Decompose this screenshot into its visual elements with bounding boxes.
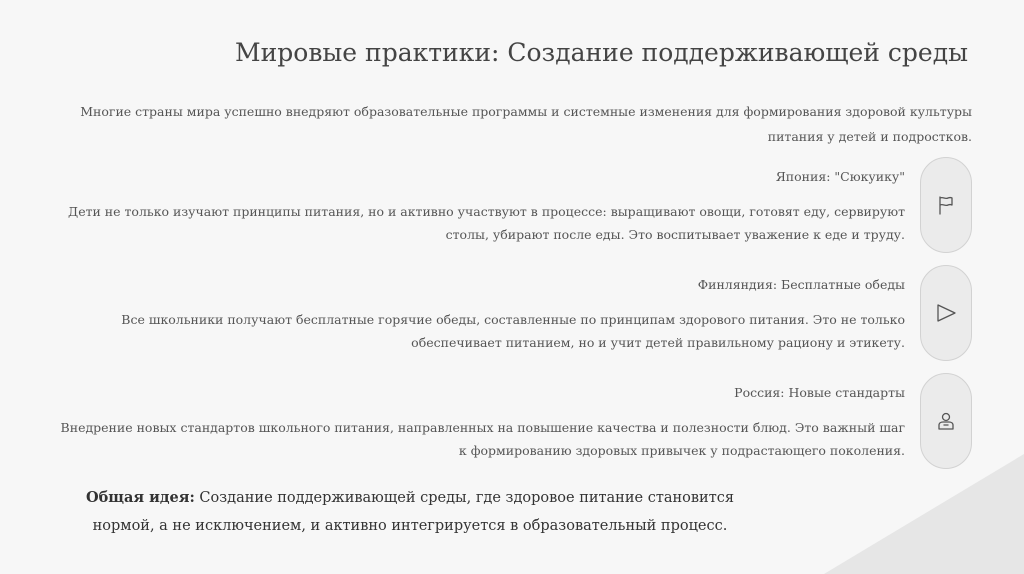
practice-text	[60, 384, 905, 462]
practice-icon-badge	[920, 157, 972, 253]
flag-icon	[935, 194, 957, 216]
practice-item-japan	[60, 168, 972, 264]
play-icon	[935, 302, 957, 324]
summary-body: Создание поддерживающей среды, где здоровое питание становится нормой, а не исключением, и активно интегрируется в образовательный процесс.	[92, 490, 735, 534]
summary-text	[80, 484, 740, 540]
practice-description: Все школьники получают бесплатные горячие обеды, составленные по принципам здорового питания. Это не только обеспечивает питанием, но и учит детей правильному рациону и этикету.	[121, 312, 905, 350]
practice-description: Дети не только изучают принципы питания, но и активно участвуют в процессе: выращивают овощи, готовят еду, сервируют столы, убирают после еды. Это воспитывает уважение к еде и труду.	[68, 204, 905, 242]
practice-icon-badge	[920, 373, 972, 469]
page-title: Мировые практики: Создание поддерживающей среды	[235, 38, 968, 67]
practice-item-finland	[60, 276, 972, 372]
user-icon	[935, 410, 957, 432]
practice-title: Финляндия: Бесплатные обеды	[697, 277, 905, 292]
practice-text	[60, 168, 905, 246]
practice-item-russia	[60, 384, 972, 480]
summary-label: Общая идея:	[85, 489, 195, 506]
practice-text	[60, 276, 905, 354]
practice-description: Внедрение новых стандартов школьного питания, направленных на повышение качества и полезности блюд. Это важный шаг к формированию здоровых привычек у подрастающего поколения.	[60, 420, 905, 458]
practice-title: Россия: Новые стандарты	[734, 385, 905, 400]
intro-text: Многие страны мира успешно внедряют образовательные программы и системные изменения для формирования здоровой культуры питания у детей и подростков.	[80, 104, 972, 144]
practice-title: Япония: "Сюкуику"	[775, 169, 905, 184]
practice-icon-badge	[920, 265, 972, 361]
